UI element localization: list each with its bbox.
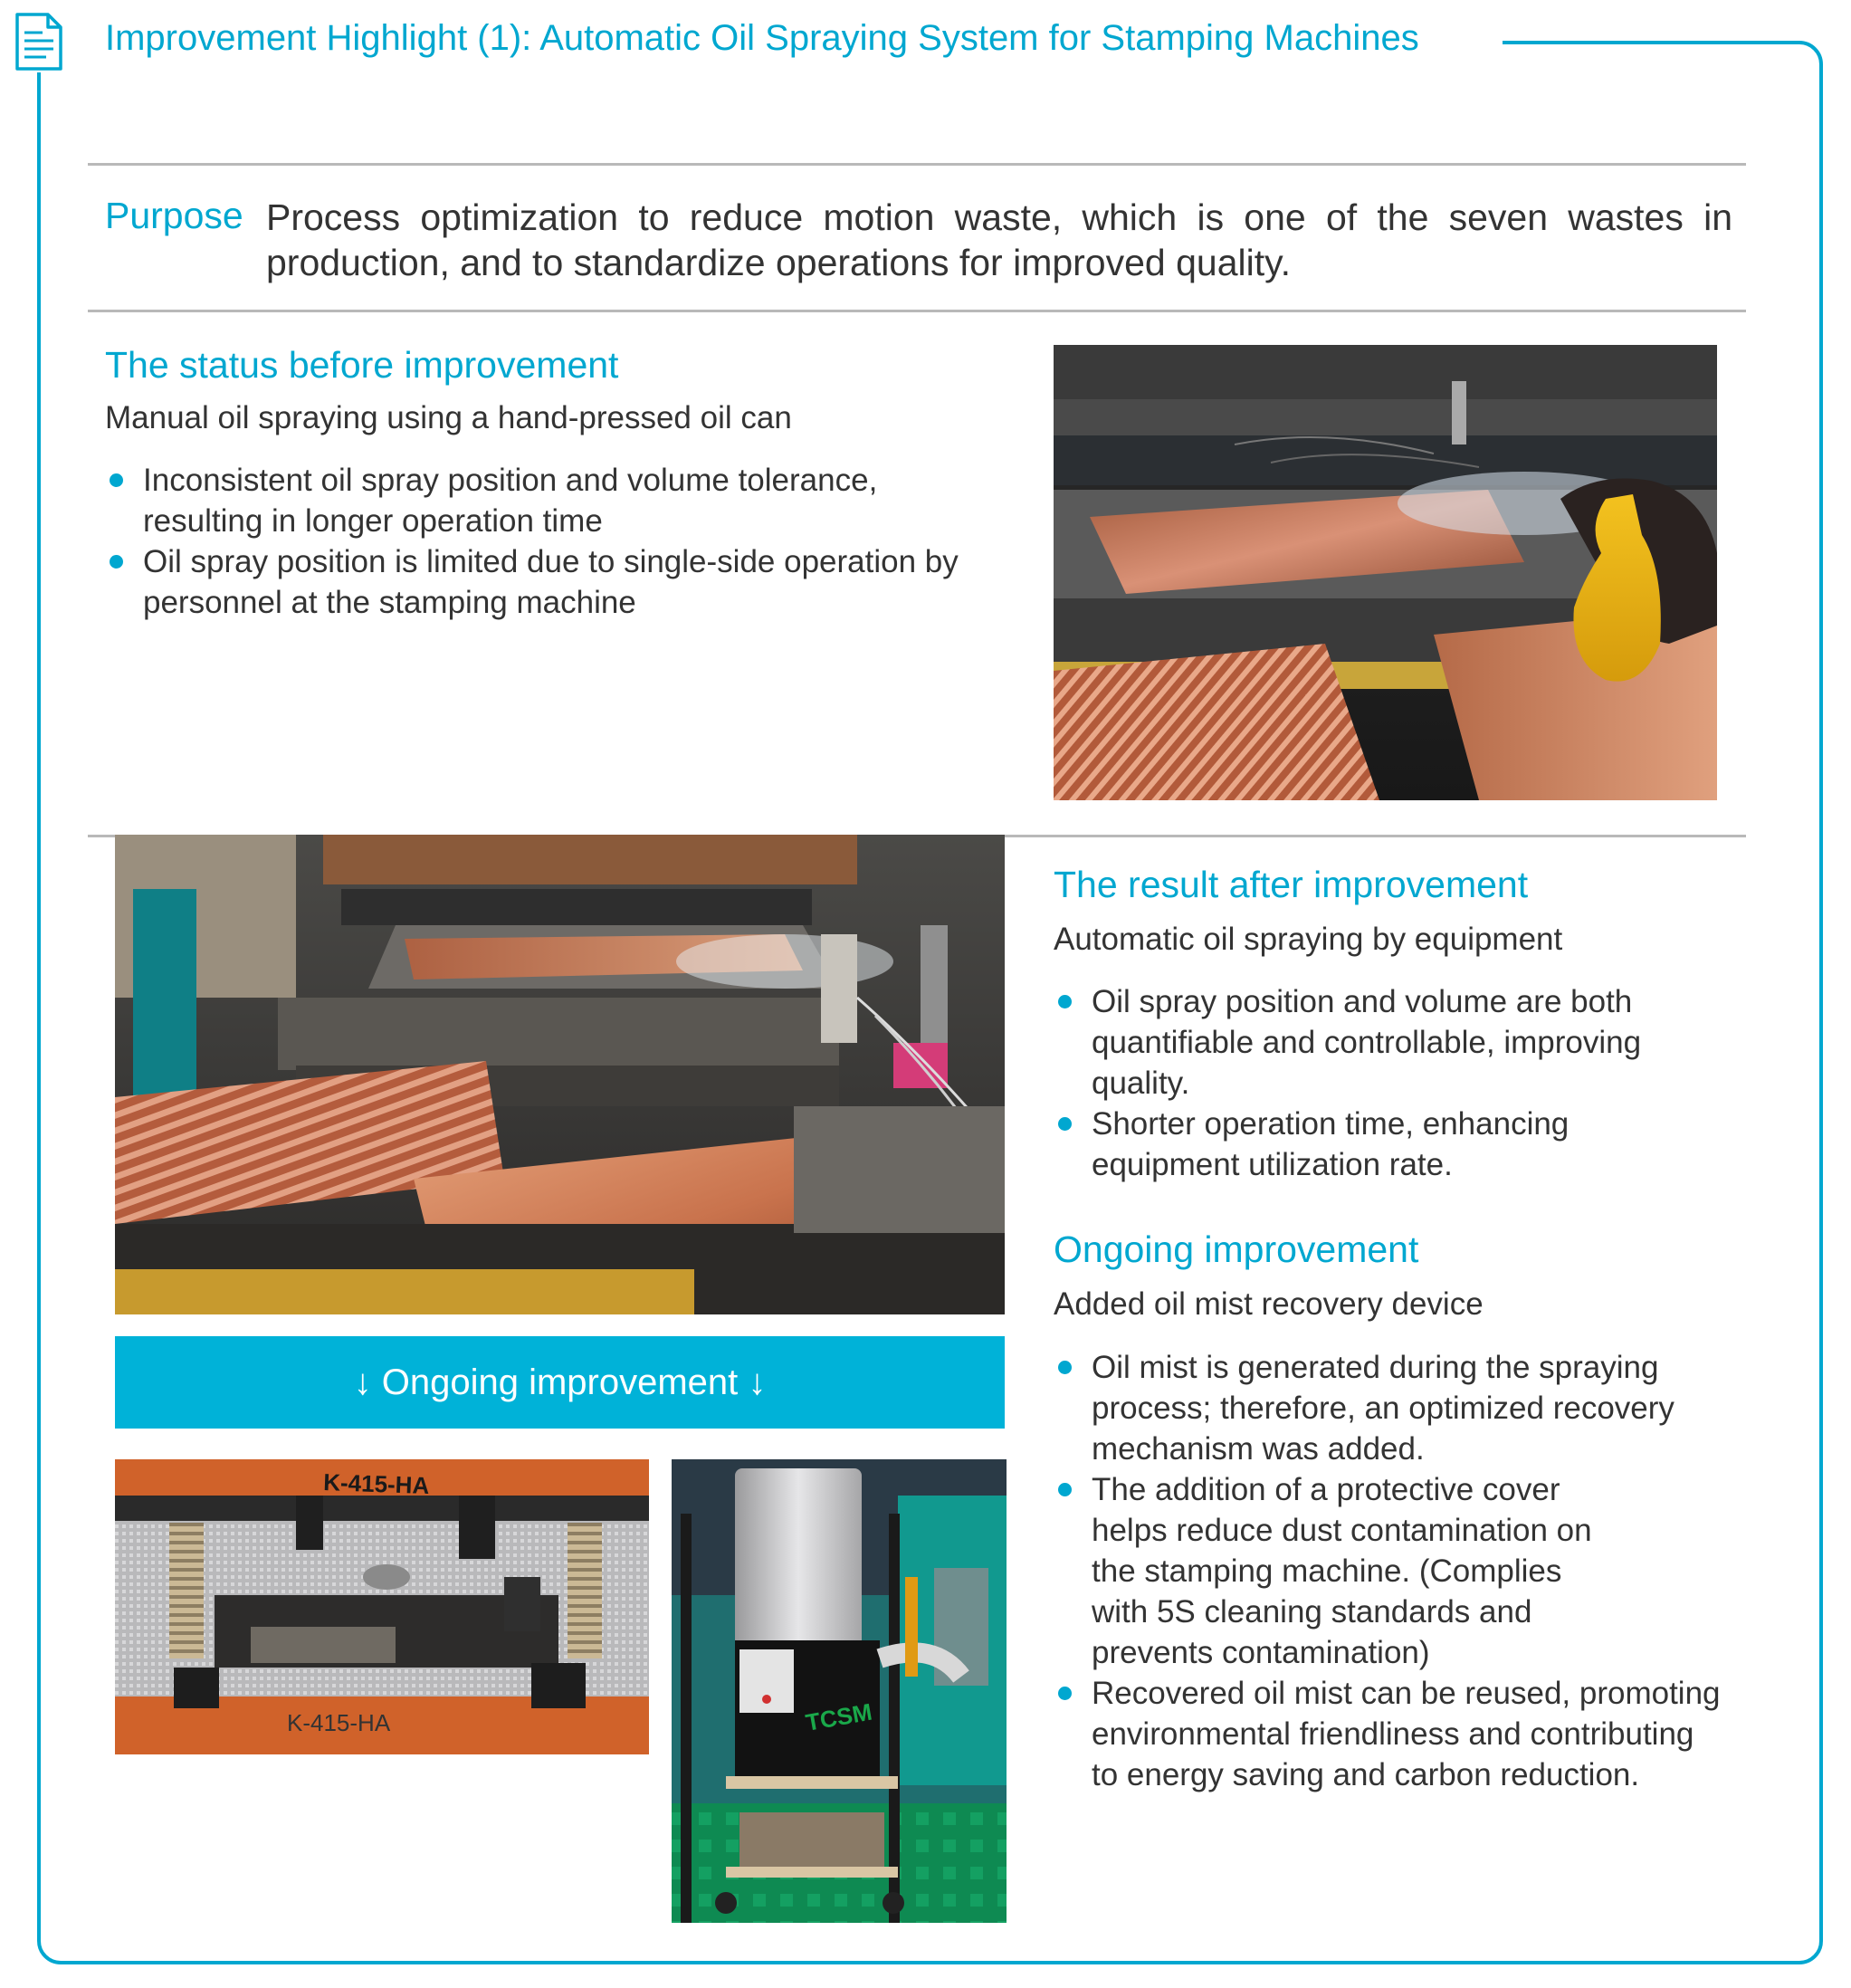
- ongoing-subtitle: Added oil mist recovery device: [1054, 1286, 1484, 1322]
- ongoing-improvement-banner: ↓ Ongoing improvement ↓: [115, 1336, 1005, 1429]
- after-heading: The result after improvement: [1054, 864, 1529, 905]
- before-bullet-list: [107, 460, 994, 623]
- list-item: Recovered oil mist can be reused, promoting environmental friendliness and contributing to energy saving and carbon reduction.: [1055, 1673, 1729, 1795]
- purpose-text: Process optimization to reduce motion waste, which is one of the seven wastes in production, and to standardize operations for improved quality.: [266, 196, 1732, 283]
- after-bullet-list: [1055, 981, 1707, 1185]
- die-label-bottom: K-415-HA: [287, 1709, 391, 1736]
- ongoing-bullet-list: [1055, 1347, 1729, 1795]
- list-item: Oil spray position and volume are both quantifiable and controllable, improving quality.: [1055, 981, 1707, 1104]
- automatic-spraying-photo: [115, 835, 1005, 1314]
- divider-top: [88, 163, 1746, 166]
- protective-cover-photo: [115, 1459, 649, 1754]
- manual-spraying-photo: [1054, 345, 1717, 800]
- list-item: Inconsistent oil spray position and volume tolerance, resulting in longer operation time: [107, 460, 994, 541]
- document-icon: [14, 11, 64, 72]
- before-heading: The status before improvement: [105, 344, 619, 386]
- divider-purpose: [88, 310, 1746, 312]
- list-item: Oil mist is generated during the spraying process; therefore, an optimized recovery mechanism was added.: [1055, 1347, 1729, 1469]
- after-subtitle: Automatic oil spraying by equipment: [1054, 922, 1563, 957]
- ongoing-heading: Ongoing improvement: [1054, 1228, 1419, 1270]
- list-item: Shorter operation time, enhancing equipment utilization rate.: [1055, 1104, 1707, 1185]
- list-item: The addition of a protective cover helps reduce dust contamination on the stamping machine. (Complies with 5S cleaning standards and prevents contamination): [1055, 1469, 1617, 1673]
- brand-logo-text: TCSM: [803, 1697, 874, 1736]
- oil-mist-recovery-device-photo: [672, 1459, 1007, 1923]
- page-title: Improvement Highlight (1): Automatic Oil Spraying System for Stamping Machines: [105, 18, 1419, 58]
- before-subtitle: Manual oil spraying using a hand-pressed oil can: [105, 400, 792, 435]
- list-item: Oil spray position is limited due to single-side operation by personnel at the stamping machine: [107, 541, 994, 623]
- die-label-top: K-415-HA: [322, 1468, 430, 1500]
- purpose-label: Purpose: [105, 195, 243, 236]
